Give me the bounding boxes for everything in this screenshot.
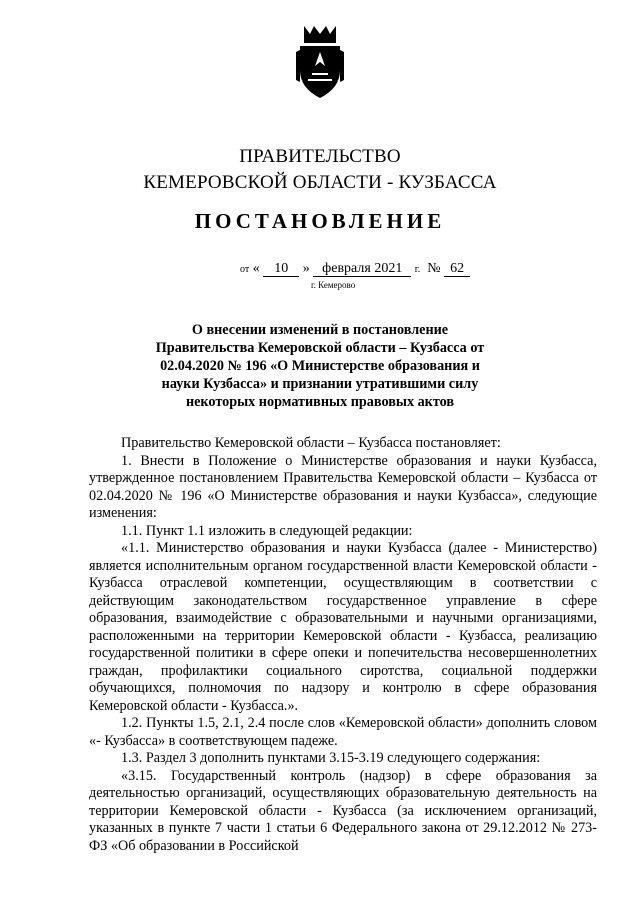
kuzbass-coat-of-arms-icon bbox=[294, 22, 346, 102]
body-paragraph: «1.1. Министерство образования и науки Кузбасса (далее - Министерство) является исполнительным органом государственной власти Кемеровской области - Кузбасса отраслевой компетенции, осуществляющим в соответствии с действующим законодательством государственное управление в сфере образования, взаимодействие с образовательными и научными организациями, расположенными на территории Кемеровской области - Кузбасса, реализацию государственной политики в сфере опеки и попечительства несовершеннолетних граждан, профилактики социального сиротства, социальной поддержки обучающихся, полномочия по надзору и контролю в сфере образования Кемеровской области - Кузбасса.». bbox=[89, 540, 597, 714]
body-paragraph: 1. Внести в Положение о Министерстве образования и науки Кузбасса, утвержденное постановлением Правительства Кемеровской области – Кузбасса от 02.04.2020 № 196 «О Министерстве образования и науки Кузбасса», следующие изменения: bbox=[89, 452, 597, 521]
document-body bbox=[89, 435, 597, 855]
issue-place: г. Кемерово bbox=[311, 280, 356, 290]
year-suffix: г. bbox=[414, 264, 421, 275]
date-number-line bbox=[240, 261, 470, 277]
open-quote: « bbox=[252, 261, 260, 276]
body-paragraph: 1.3. Раздел 3 дополнить пунктами 3.15-3.19 следующего содержания: bbox=[121, 750, 541, 766]
body-paragraph: «3.15. Государственный контроль (надзор) в сфере образования за деятельностью организаций, осуществляющих образовательную деятельность на территории Кемеровской области - Кузбасса (за исключением организаций, указанных в пункте 7 части 1 статьи 6 Федерального закона от 29.12.2012 № 273-ФЗ «Об образовании в Российской bbox=[89, 767, 597, 854]
government-name-line-1: ПРАВИТЕЛЬСТВО bbox=[239, 146, 401, 167]
title-line: науки Кузбасса» и признании утратившими силу bbox=[161, 376, 479, 392]
date-from-label: от bbox=[240, 264, 250, 275]
document-number: 62 bbox=[444, 261, 470, 277]
title-line: некоторых нормативных правовых актов bbox=[185, 394, 455, 410]
body-paragraph: 1.2. Пункты 1.5, 2.1, 2.4 после слов «Кемеровской области» дополнить словом «- Кузбасса» в соответствующем падеже. bbox=[89, 715, 597, 749]
title-line: Правительства Кемеровской области – Кузбасса от bbox=[155, 340, 485, 356]
document-title bbox=[140, 321, 500, 411]
body-paragraph: Правительство Кемеровской области – Кузбасса постановляет: bbox=[121, 435, 501, 451]
close-quote: » bbox=[302, 261, 310, 276]
date-month-year: февраля 2021 bbox=[313, 261, 411, 277]
title-line: О внесении изменений в постановление bbox=[191, 322, 449, 338]
government-name-line-2: КЕМЕРОВСКОЙ ОБЛАСТИ - КУЗБАССА bbox=[143, 172, 497, 193]
date-day: 10 bbox=[263, 261, 299, 277]
title-line: 02.04.2020 № 196 «О Министерстве образования и bbox=[160, 358, 480, 374]
document-type-heading: ПОСТАНОВЛЕНИЕ bbox=[194, 209, 446, 233]
number-sign: № bbox=[427, 261, 441, 276]
body-paragraph: 1.1. Пункт 1.1 изложить в следующей редакции: bbox=[121, 522, 413, 539]
